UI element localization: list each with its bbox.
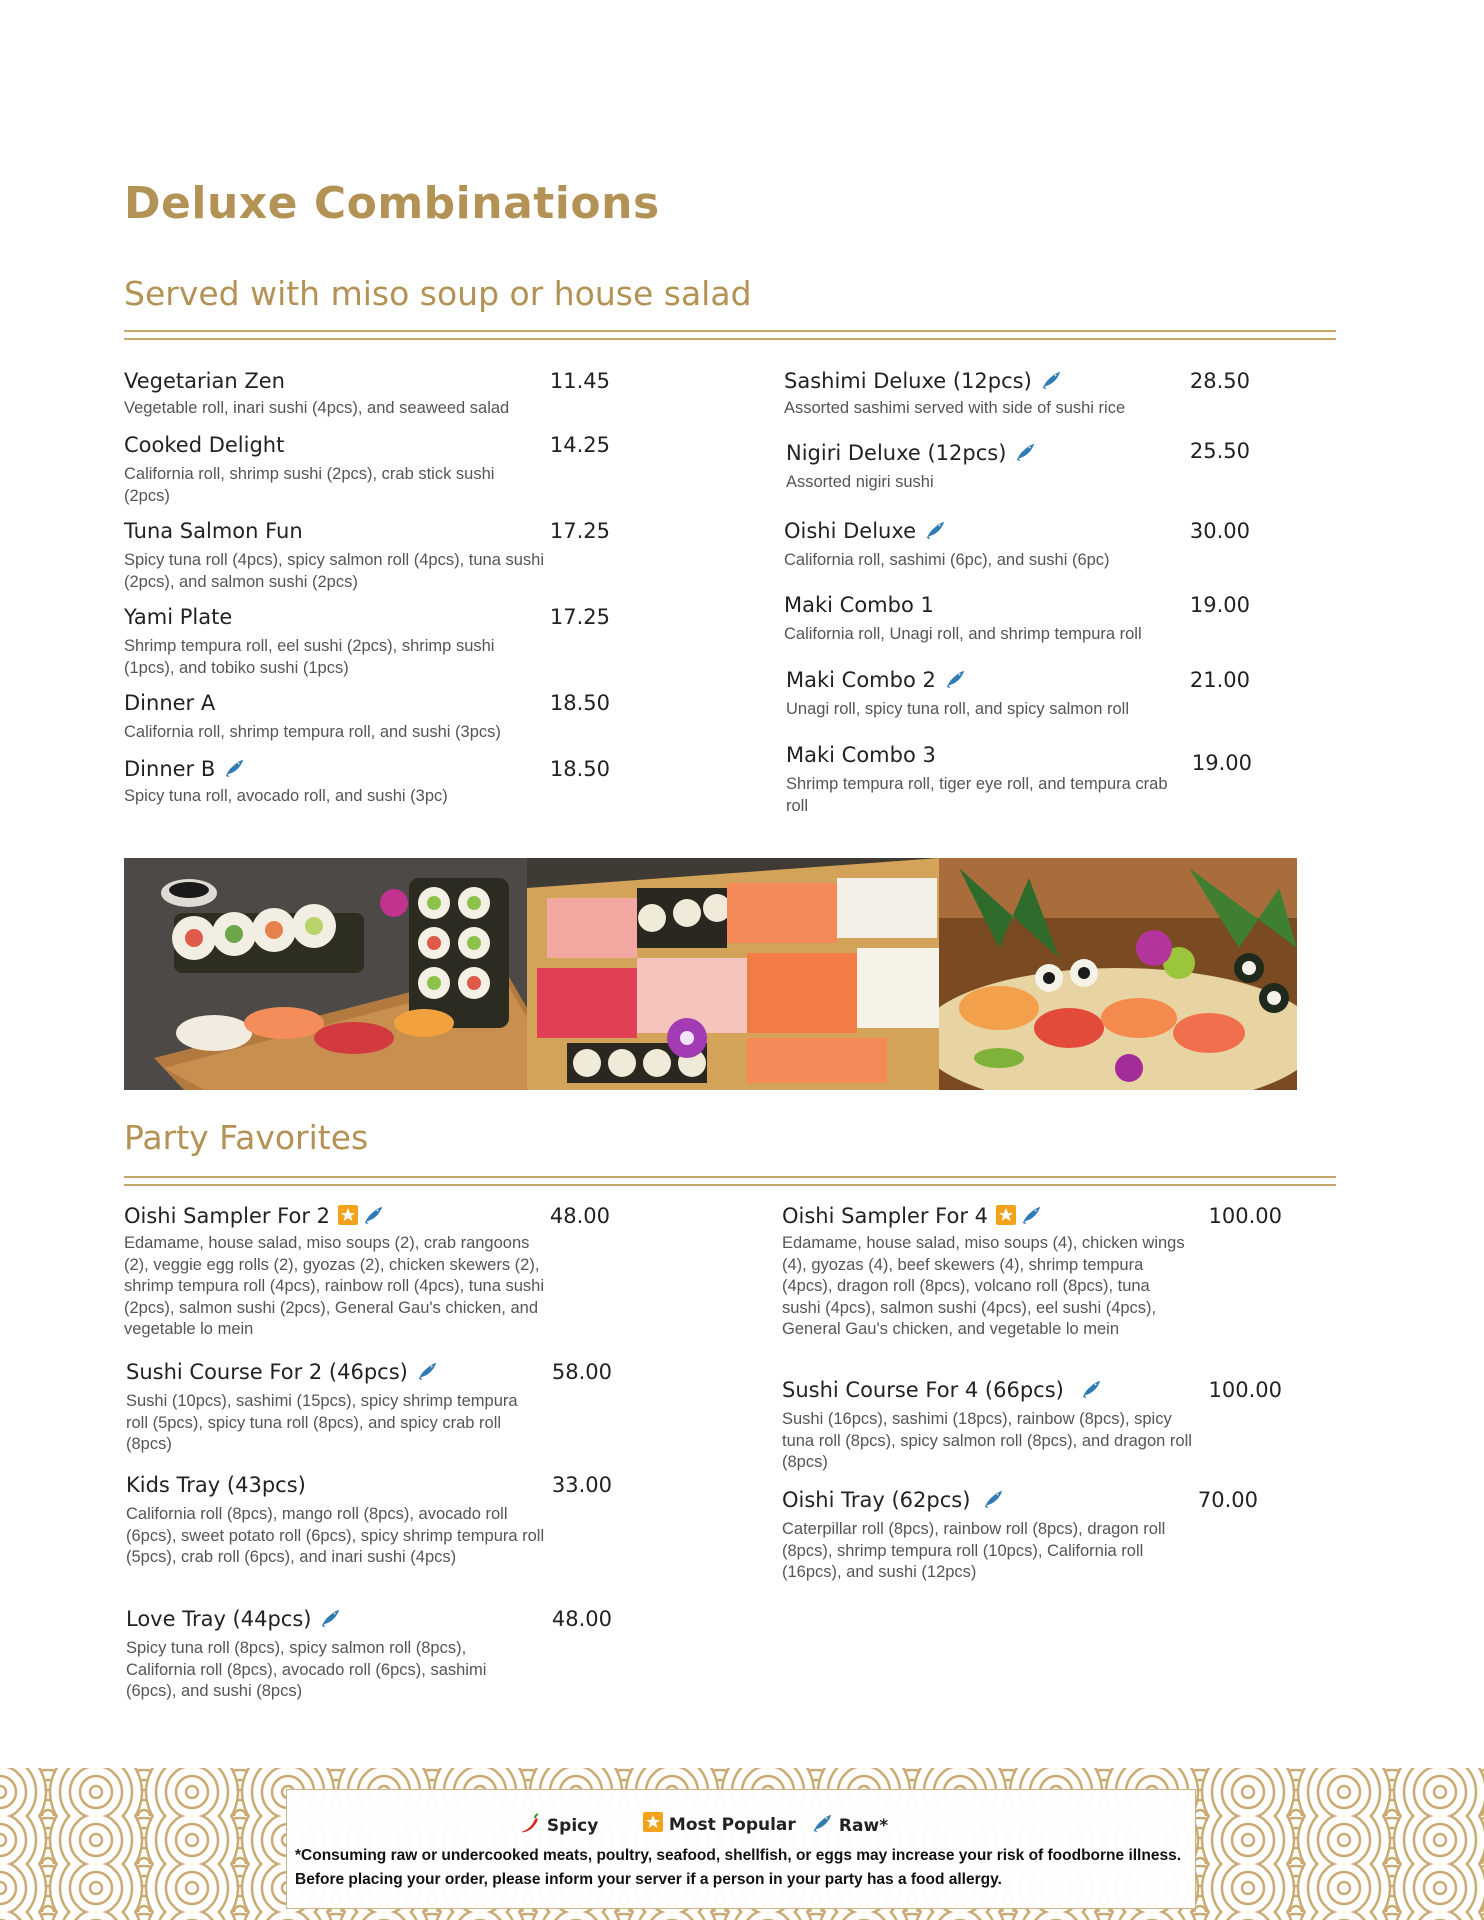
fish-icon bbox=[1080, 1378, 1102, 1400]
item-price: 14.25 bbox=[549, 433, 610, 457]
section-divider bbox=[124, 330, 1336, 340]
fish-icon bbox=[924, 519, 946, 541]
item-name bbox=[126, 1607, 341, 1631]
item-name bbox=[784, 519, 946, 543]
fish-icon bbox=[1014, 441, 1036, 463]
item-name-text: Oishi Sampler For 2 bbox=[124, 1204, 331, 1228]
chili-icon bbox=[517, 1812, 541, 1836]
item-name-text: Oishi Sampler For 4 bbox=[782, 1204, 989, 1228]
item-name-text: Oishi Deluxe bbox=[784, 519, 917, 543]
item-price: 18.50 bbox=[549, 757, 610, 781]
item-name-text: Sushi Course For 4 (66pcs) bbox=[782, 1378, 1064, 1402]
item-name bbox=[124, 757, 245, 781]
item-price: 100.00 bbox=[1208, 1204, 1282, 1228]
item-name-text: Love Tray (44pcs) bbox=[126, 1607, 312, 1631]
section-divider bbox=[124, 1176, 1336, 1186]
item-name bbox=[782, 1204, 1042, 1228]
fish-icon bbox=[223, 757, 245, 779]
legend-notice-box bbox=[286, 1789, 1196, 1909]
item-price: 19.00 bbox=[1189, 593, 1250, 617]
item-description: Caterpillar roll (8pcs), rainbow roll (8pcs), dragon roll (8pcs), shrimp tempura roll (10pcs), California roll (16pcs), and sushi (12pcs) bbox=[782, 1520, 1166, 1581]
item-description: California roll, shrimp sushi (2pcs), crab stick sushi (2pcs) bbox=[124, 465, 495, 505]
item-name: Cooked Delight bbox=[124, 433, 285, 457]
item-price: 58.00 bbox=[551, 1360, 612, 1384]
item-description: Spicy tuna roll, avocado roll, and sushi (3pc) bbox=[124, 787, 448, 805]
item-price: 28.50 bbox=[1189, 369, 1250, 393]
party-title: Party Favorites bbox=[124, 1118, 369, 1157]
item-price: 17.25 bbox=[549, 519, 610, 543]
item-name: Maki Combo 3 bbox=[786, 743, 936, 767]
star-icon bbox=[996, 1205, 1016, 1225]
item-price: 48.00 bbox=[551, 1607, 612, 1631]
item-name-text: Nigiri Deluxe (12pcs) bbox=[786, 441, 1007, 465]
item-name-text: Sushi Course For 2 (46pcs) bbox=[126, 1360, 408, 1384]
item-name-text: Sashimi Deluxe (12pcs) bbox=[784, 369, 1032, 393]
allergy-notice: *Consuming raw or undercooked meats, poultry, seafood, shellfish, or eggs may increase your risk of foodborne illness. Before placing your order, please inform your server if a person in your party has a food allergy. bbox=[295, 1847, 1181, 1888]
item-name: Tuna Salmon Fun bbox=[124, 519, 303, 543]
legend-raw bbox=[811, 1812, 888, 1836]
item-name-text: Oishi Tray (62pcs) bbox=[782, 1488, 971, 1512]
fish-icon bbox=[982, 1488, 1004, 1510]
item-price: 18.50 bbox=[549, 691, 610, 715]
item-price: 48.00 bbox=[549, 1204, 610, 1228]
sashimi-platter-photo bbox=[527, 858, 939, 1090]
item-name bbox=[786, 441, 1036, 465]
item-price: 70.00 bbox=[1197, 1488, 1258, 1512]
item-description: Assorted sashimi served with side of sushi rice bbox=[784, 399, 1126, 417]
item-description: California roll (8pcs), mango roll (8pcs), avocado roll (6pcs), sweet potato roll (6pcs), spicy shrimp tempura roll (5pcs), crab roll (6pcs), and inari sushi (4pcs) bbox=[126, 1505, 545, 1566]
item-description: Sushi (16pcs), sashimi (18pcs), rainbow (8pcs), spicy tuna roll (8pcs), spicy salmon roll (8pcs), and dragon roll (8pcs) bbox=[782, 1410, 1192, 1471]
item-description: California roll, shrimp tempura roll, and sushi (3pcs) bbox=[124, 723, 501, 741]
item-price: 33.00 bbox=[551, 1473, 612, 1497]
item-description: Sushi (10pcs), sashimi (15pcs), spicy shrimp tempura roll (5pcs), spicy tuna roll (8pcs), and spicy crab roll (8pcs) bbox=[126, 1392, 518, 1453]
item-name: Yami Plate bbox=[124, 605, 233, 629]
legend-spicy bbox=[517, 1812, 598, 1836]
item-name bbox=[782, 1488, 1004, 1512]
item-price: 11.45 bbox=[549, 369, 610, 393]
fish-icon bbox=[416, 1360, 438, 1382]
item-price: 25.50 bbox=[1189, 439, 1250, 463]
fish-icon bbox=[1040, 369, 1062, 391]
item-description: Edamame, house salad, miso soups (4), chicken wings (4), gyozas (4), beef skewers (4), shrimp tempura (4pcs), dragon roll (8pcs), volcano roll (8pcs), tuna sushi (4pcs), salmon sushi (4pcs), eel sushi (4pcs), General Gau's chicken, and vegetable lo mein bbox=[782, 1234, 1185, 1338]
legend-raw-label: Raw* bbox=[838, 1816, 889, 1836]
item-description: Shrimp tempura roll, eel sushi (2pcs), shrimp sushi (1pcs), and tobiko sushi (1pcs) bbox=[124, 637, 495, 677]
item-name: Kids Tray (43pcs) bbox=[126, 1473, 306, 1497]
item-name-text: Maki Combo 2 bbox=[786, 668, 936, 692]
legend-spicy-label: Spicy bbox=[546, 1816, 599, 1836]
item-name bbox=[784, 369, 1062, 393]
item-name-text: Dinner B bbox=[124, 757, 216, 781]
legend-popular bbox=[643, 1812, 796, 1835]
item-price: 17.25 bbox=[549, 605, 610, 629]
item-description: Unagi roll, spicy tuna roll, and spicy salmon roll bbox=[786, 700, 1129, 718]
item-price: 100.00 bbox=[1208, 1378, 1282, 1402]
item-description: Shrimp tempura roll, tiger eye roll, and tempura crab roll bbox=[786, 775, 1168, 815]
fish-icon bbox=[944, 668, 966, 690]
item-description: Vegetable roll, inari sushi (4pcs), and seaweed salad bbox=[124, 399, 510, 417]
item-name: Maki Combo 1 bbox=[784, 593, 934, 617]
item-description: Edamame, house salad, miso soups (2), crab rangoons (2), veggie egg rolls (2), gyozas (2), chicken skewers (2), shrimp tempura roll (4pcs), rainbow roll (4pcs), tuna sushi (2pcs), salmon sushi (2pcs), General Gau's chicken, and vegetable lo mein bbox=[124, 1234, 544, 1338]
item-name: Dinner A bbox=[124, 691, 216, 715]
item-name bbox=[124, 1204, 384, 1228]
item-name: Vegetarian Zen bbox=[124, 369, 285, 393]
item-description: California roll, Unagi roll, and shrimp tempura roll bbox=[784, 625, 1142, 643]
star-icon bbox=[338, 1205, 358, 1225]
sushi-platter-photo bbox=[124, 858, 527, 1090]
star-icon bbox=[643, 1812, 663, 1832]
sushi-boat-photo bbox=[939, 858, 1297, 1090]
item-price: 19.00 bbox=[1191, 751, 1252, 775]
item-description: California roll, sashimi (6pc), and sushi (6pc) bbox=[784, 551, 1110, 569]
fish-icon bbox=[362, 1204, 384, 1226]
legend-popular-label: Most Popular bbox=[668, 1815, 796, 1835]
page-title: Deluxe Combinations bbox=[124, 178, 660, 229]
item-description: Spicy tuna roll (4pcs), spicy salmon roll (4pcs), tuna sushi (2pcs), and salmon sushi (2pcs) bbox=[124, 551, 544, 591]
deluxe-subtitle: Served with miso soup or house salad bbox=[124, 274, 752, 313]
fish-icon bbox=[319, 1607, 341, 1629]
item-description: Spicy tuna roll (8pcs), spicy salmon roll (8pcs), California roll (8pcs), avocado roll (6pcs), sashimi (6pcs), and sushi (8pcs) bbox=[126, 1639, 487, 1700]
item-name bbox=[782, 1378, 1102, 1402]
item-name bbox=[786, 668, 966, 692]
fish-icon bbox=[1020, 1204, 1042, 1226]
item-price: 30.00 bbox=[1189, 519, 1250, 543]
item-description: Assorted nigiri sushi bbox=[786, 473, 934, 491]
fish-icon bbox=[811, 1812, 833, 1834]
item-price: 21.00 bbox=[1189, 668, 1250, 692]
item-name bbox=[126, 1360, 438, 1384]
